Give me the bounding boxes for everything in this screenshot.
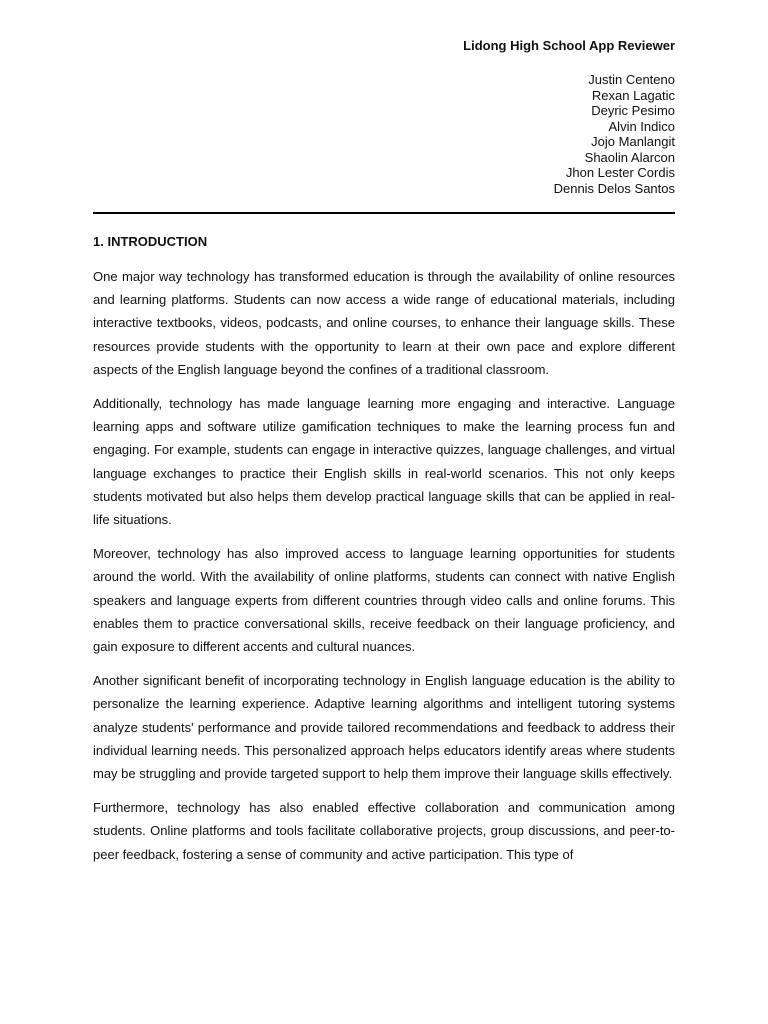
- author-name: Dennis Delos Santos: [553, 180, 675, 196]
- author-name: Alvin Indico: [608, 118, 675, 134]
- paragraph: Furthermore, technology has also enabled effective collaboration and communication among students. Online platforms and tools facilitate collaborative projects, group discussions, and peer-to-peer feedback, fostering a sense of community and active participation. This type of: [93, 800, 675, 862]
- document-title: Lidong High School App Reviewer: [463, 38, 675, 53]
- author-list: [554, 72, 675, 196]
- author-name: Shaolin Alarcon: [584, 149, 675, 165]
- author-name: Jojo Manlangit: [591, 134, 675, 149]
- section-heading: 1. INTRODUCTION: [93, 234, 208, 249]
- section-body: [93, 265, 675, 877]
- paragraph: Another significant benefit of incorporating technology in English language education is the ability to personalize the learning experience. Adaptive learning algorithms and intelligent tutoring systems analyze students' performance and provide tailored recommendations and feedback to address their individual learning needs. This personalized approach helps educators identify areas where students may be struggling and provide targeted support to help them improve their language skills effectively.: [93, 673, 675, 782]
- author-name: Justin Centeno: [588, 72, 675, 87]
- author-name: Deyric Pesimo: [591, 103, 675, 118]
- paragraph: Additionally, technology has made language learning more engaging and interactive. Language learning apps and software utilize gamification techniques to make the learning process fun and engaging. For example, students can engage in interactive quizzes, language challenges, and virtual language exchanges to practice their English skills in real-world scenarios. This not only keeps students motivated but also helps them develop practical language skills that can be applied in real-life situations.: [93, 396, 675, 528]
- paragraph: One major way technology has transformed education is through the availability of online resources and learning platforms. Students can now access a wide range of educational materials, including interactive textbooks, videos, podcasts, and online courses, to enhance their language skills. These resources provide students with the opportunity to learn at their own pace and explore different aspects of the English language beyond the confines of a traditional classroom.: [93, 269, 675, 377]
- header-divider: [93, 212, 675, 214]
- author-name: Rexan Lagatic: [591, 87, 675, 103]
- paragraph: Moreover, technology has also improved access to language learning opportunities for students around the world. With the availability of online platforms, students can connect with native English speakers and language experts from different countries through video calls and online forums. This enables them to practice conversational skills, receive feedback on their language proficiency, and gain exposure to different accents and cultural nuances.: [93, 546, 675, 655]
- author-name: Jhon Lester Cordis: [565, 165, 675, 180]
